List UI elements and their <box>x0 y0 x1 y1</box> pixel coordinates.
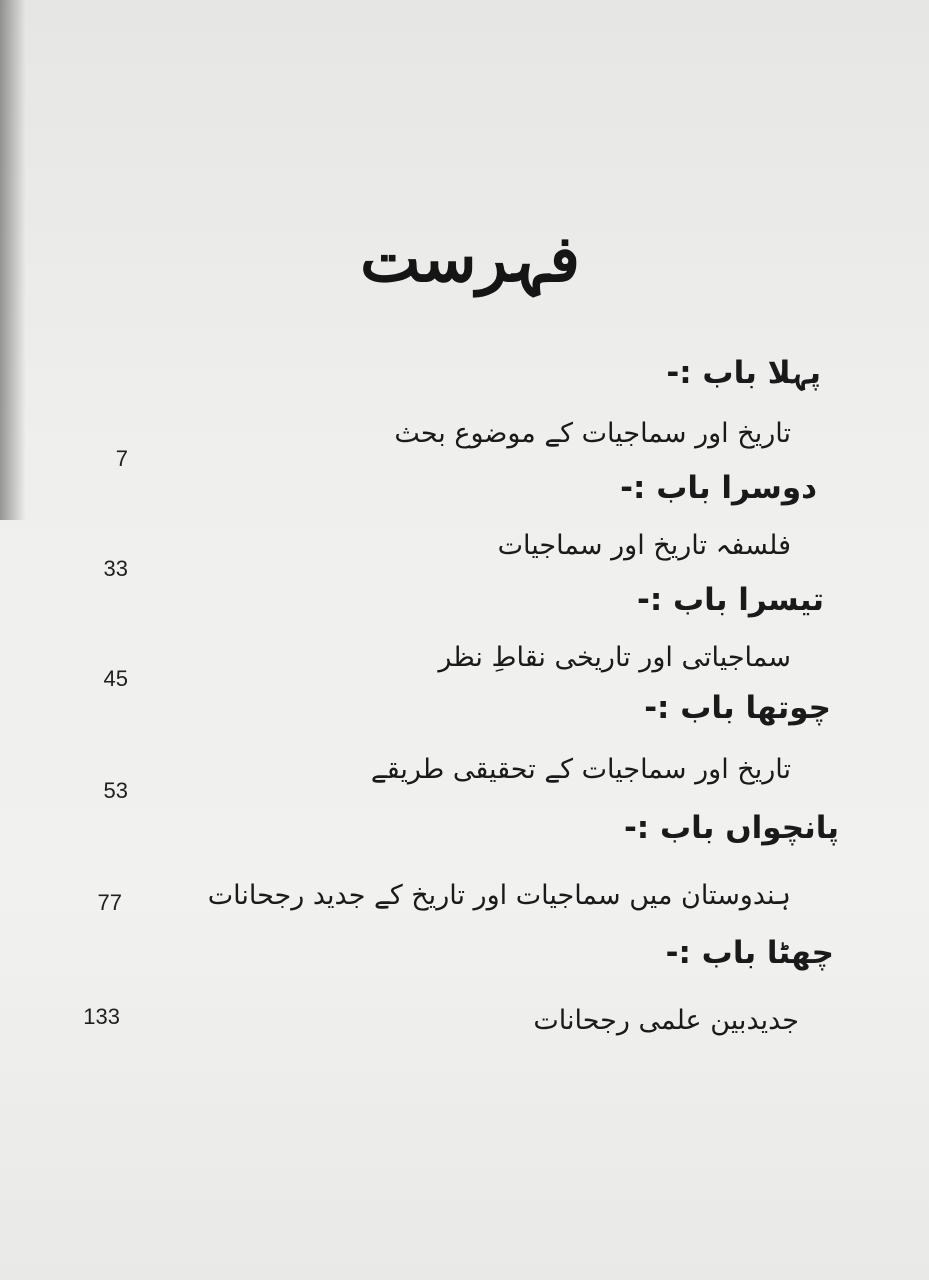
chapter-5-label: پانچواں باب :- <box>623 810 839 846</box>
chapter-1-label: پہلا باب :- <box>666 355 821 391</box>
chapter-6-entry: جدیدبین علمی رجحانات <box>533 1005 799 1036</box>
chapter-1-entry: تاریخ اور سماجیات کے موضوع بحث <box>394 418 791 449</box>
chapter-5-page-number: 77 <box>97 890 122 915</box>
chapter-1-page-number: 7 <box>115 446 128 471</box>
page-title: فہرست <box>360 222 580 297</box>
chapter-2-page-number: 33 <box>103 556 128 581</box>
chapter-4-entry: تاریخ اور سماجیات کے تحقیقی طریقے <box>370 754 791 785</box>
chapter-5-entry: ہندوستان میں سماجیات اور تاریخ کے جدید رجحانات <box>207 880 791 911</box>
chapter-6-page-number: 133 <box>83 1004 120 1029</box>
chapter-6-label: چھٹا باب :- <box>665 935 834 971</box>
page-edge-shadow <box>0 0 26 520</box>
chapter-2-label: دوسرا باب :- <box>620 470 817 506</box>
chapter-2-entry: فلسفہ تاریخ اور سماجیات <box>497 530 791 561</box>
chapter-4-label: چوتھا باب :- <box>644 690 831 726</box>
chapter-3-page-number: 45 <box>103 666 128 691</box>
chapter-3-entry: سماجیاتی اور تاریخی نقاطِ نظر <box>438 642 791 673</box>
chapter-3-label: تیسرا باب :- <box>636 582 824 618</box>
chapter-4-page-number: 53 <box>103 778 128 803</box>
